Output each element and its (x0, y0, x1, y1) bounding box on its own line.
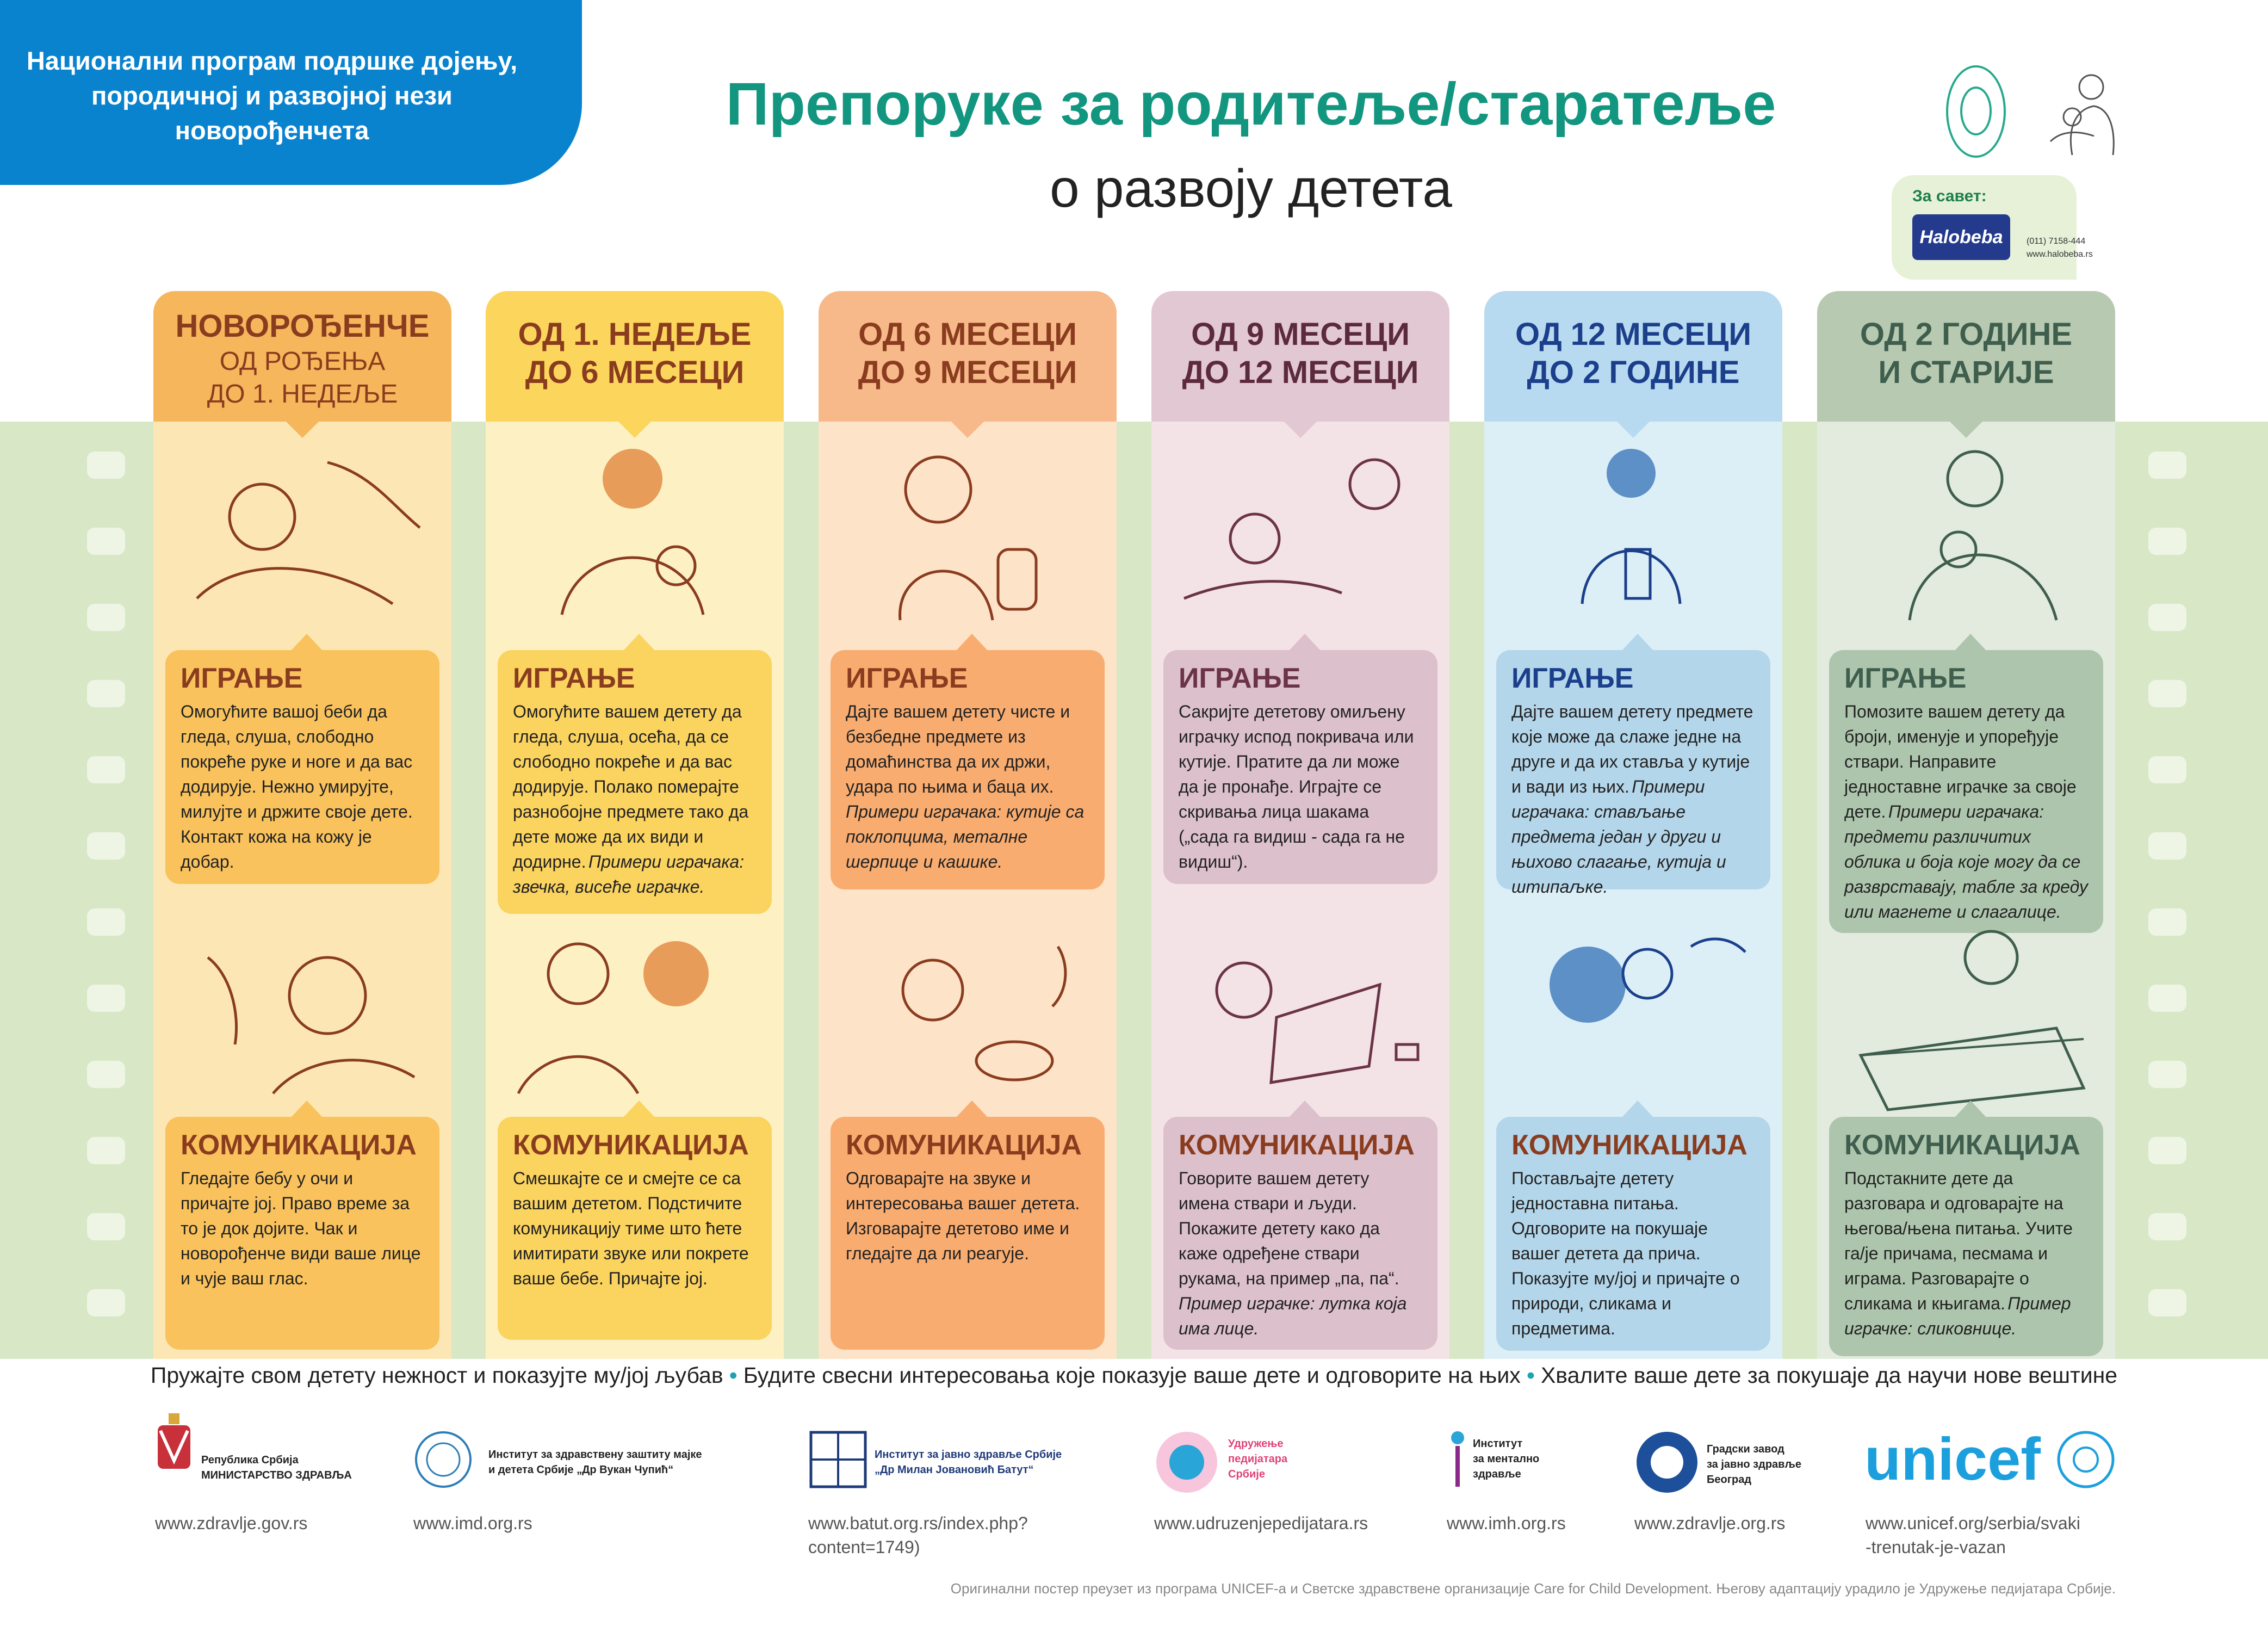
age-column-header (1817, 291, 2115, 422)
age-column (1484, 291, 1782, 1359)
communication-example: Пример играчке: лутка која има лице. (1179, 1294, 1407, 1338)
communication-title: КОМУНИКАЦИЈА (1511, 1129, 1748, 1161)
age-range-line: ДО 1. НЕДЕЉЕ (207, 380, 398, 409)
filmstrip-hole (87, 832, 125, 860)
partner-name-imd: Институт за здравствену заштиту мајке и детета Србије „Др Вукан Чупић“ (488, 1449, 702, 1476)
tagline-part-3: Хвалите ваше дете за покушаје да научи нове вештине (1540, 1363, 2118, 1388)
play-text: Помозите вашем детету да броји, именује и упоређује ствари. Направите једноставне играчке за своје дете. (1844, 702, 2077, 821)
tagline-dot: • (729, 1363, 738, 1388)
age-range-title: ОД 12 МЕСЕЦИ (1515, 317, 1752, 352)
pediatricians-logo-icon (1154, 1430, 1219, 1495)
url-unicef[interactable]: www.unicef.org/serbia/svaki -trenutak-je-vazan (1866, 1513, 2080, 1557)
url-pediatricians[interactable]: www.udruzenjepedijatara.rs (1154, 1513, 1368, 1533)
age-column (1151, 291, 1449, 1359)
age-range-line: ОД РОЂЕЊА (219, 347, 386, 376)
serbia-coat-of-arms-icon (155, 1409, 193, 1496)
tagline-dot: • (1527, 1363, 1535, 1388)
play-illustration (829, 441, 1106, 647)
age-column-header (1484, 291, 1782, 422)
age-range-title: ОД 9 МЕСЕЦИ (1191, 317, 1410, 352)
halobeba-logo[interactable]: Halobeba (1912, 214, 2010, 260)
partner-name-ministry: Република Србија МИНИСТАРСТВО ЗДРАВЉА (201, 1454, 352, 1481)
filmstrip-hole (87, 1213, 125, 1240)
breastfeeding-program-logo (1946, 65, 2006, 158)
play-text: Сакријте дететову омиљену играчку испод покривача или кутије. Пратите да ли може да је пронађе. Играјте се скривања лица шакама („сада га видиш - сада га не видиш“). (1179, 702, 1414, 871)
play-text: Дајте вашем детету чисте и безбедне предмете из домаћинства да их држи, удара по њима и баца их. (846, 702, 1070, 796)
tagline (65, 1363, 2203, 1388)
age-range-title: ОД 1. НЕДЕЉЕ (518, 317, 752, 352)
communication-illustration (164, 914, 441, 1121)
communication-text: Подстакните дете да разговара и одговарајте на његова/њена питања. Учите га/је причама, песмама и играма. Разговарајте о сликама и књигама. (1844, 1169, 2073, 1313)
communication-title: КОМУНИКАЦИЈА (846, 1129, 1082, 1161)
unicef-logo: unicef (1864, 1426, 2041, 1493)
communication-box (1496, 1117, 1770, 1351)
unicef-globe-icon (2056, 1430, 2116, 1489)
filmstrip-hole (2148, 1213, 2186, 1240)
communication-example: Пример играчке: сликовнице. (1844, 1294, 2071, 1338)
filmstrip-hole (2148, 528, 2186, 555)
communication-box (831, 1117, 1105, 1350)
play-example: Примери играчака: кутије са поклопцима, металне шерпице и кашике. (846, 802, 1085, 871)
url-imd[interactable]: www.imd.org.rs (413, 1513, 532, 1533)
play-text: Омогућите вашем детету да гледа, слуша, осећа, да се слободно покреће и да вас додирује. Полако померајте разнобојне предмете тако да дете може да их види и додирне. (513, 702, 749, 871)
footer-credit: Оригинални постер преузет из програма UNICEF-а и Светске здравствене организације Care for Child Development. Његову адаптацију урадило је Удружење педијатара Србије. (950, 1580, 2116, 1597)
age-range-line: ДО 9 МЕСЕЦИ (858, 355, 1077, 390)
partner-name-batut: Институт за јавно здравље Србије „Др Милан Јовановић Батут“ (875, 1449, 1062, 1476)
tagline-part-2: Будите свесни интересовања које показује ваше дете и одговорите на њих (743, 1363, 1521, 1388)
belgrade-health-logo-icon (1634, 1430, 1700, 1495)
url-batut[interactable]: www.batut.org.rs/index.php? content=1749) (808, 1513, 1028, 1557)
play-text: Омогућите вашој беби да гледа, слуша, слободно покреће руке и ноге и да вас додирује. Нежно умирујте, милујте и држите своје дете. Контакт кожа на кожу је добар. (181, 702, 413, 871)
play-illustration (497, 441, 773, 647)
filmstrip-hole (2148, 1289, 2186, 1316)
filmstrip-hole (2148, 832, 2186, 860)
play-title: ИГРАЊЕ (1511, 663, 1634, 694)
age-range-line: ДО 2 ГОДИНЕ (1527, 355, 1740, 390)
filmstrip-hole (87, 1137, 125, 1164)
advice-box (1892, 175, 2093, 280)
page-subtitle: о развоју детета (1050, 158, 1452, 218)
filmstrip-hole (87, 1289, 125, 1316)
age-range-line: И СТАРИЈЕ (1878, 355, 2054, 390)
age-column-header (486, 291, 784, 422)
age-column-header (819, 291, 1117, 422)
url-ministry[interactable]: www.zdravlje.gov.rs (155, 1513, 308, 1533)
play-illustration (1495, 441, 1771, 647)
play-box (1163, 650, 1437, 884)
mental-health-logo-icon (1447, 1430, 1468, 1489)
filmstrip-hole (2148, 1061, 2186, 1088)
filmstrip-hole (87, 680, 125, 707)
communication-text: Гледајте бебу у очи и причајте јој. Право време за то је док дојите. Чак и новорођенче види ваше лице и чује ваш глас. (181, 1169, 421, 1288)
halobeba-contact: (011) 7158-444 www.halobeba.rs (2027, 237, 2093, 259)
filmstrip-hole (2148, 680, 2186, 707)
communication-title: КОМУНИКАЦИЈА (513, 1129, 749, 1161)
filmstrip-hole (87, 1061, 125, 1088)
partner-name-imh: Институт за ментално здравље (1473, 1438, 1540, 1480)
tagline-part-1: Пружајте свом детету нежност и показујте му/јој љубав (150, 1363, 723, 1388)
play-illustration (1162, 441, 1439, 647)
age-column-header (1151, 291, 1449, 422)
play-box (165, 650, 439, 884)
mother-baby-logo (2034, 65, 2127, 158)
play-box (1496, 650, 1770, 897)
communication-illustration (497, 914, 773, 1121)
communication-illustration (1162, 914, 1439, 1121)
play-box (498, 650, 772, 914)
batut-logo-icon (808, 1430, 868, 1489)
filmstrip-hole (87, 452, 125, 479)
communication-illustration (1495, 914, 1771, 1121)
play-example: Примери играчака: предмети различитих облика и боја које могу да се разврставају, табле за креду или магнете и слагалице. (1844, 802, 2088, 922)
play-title: ИГРАЊЕ (513, 663, 635, 694)
communication-box (498, 1117, 772, 1340)
age-column (1817, 291, 2115, 1359)
url-belgrade[interactable]: www.zdravlje.org.rs (1634, 1513, 1786, 1533)
play-illustration (164, 441, 441, 647)
communication-text: Одговарајте на звуке и интересовања вашег детета. Изговарајте дететово име и гледајте да ли реагује. (846, 1169, 1080, 1263)
url-imh[interactable]: www.imh.org.rs (1447, 1513, 1566, 1533)
age-column-header (153, 291, 451, 422)
imd-logo-icon (413, 1430, 473, 1489)
filmstrip-hole (2148, 1137, 2186, 1164)
play-text: Дајте вашем детету предмете које може да слаже једне на друге и да их ставља у кутије и вади из њих. (1511, 702, 1753, 796)
communication-text: Смешкајте се и смејте се са вашим дететом. Подстичите комуникацију тиме што ћете имитирати звуке или покрете ваше бебе. Причајте јој. (513, 1169, 749, 1288)
filmstrip-hole (87, 908, 125, 936)
communication-title: КОМУНИКАЦИЈА (181, 1129, 417, 1161)
communication-illustration (1828, 914, 2104, 1121)
play-title: ИГРАЊЕ (181, 663, 303, 694)
filmstrip-hole (87, 528, 125, 555)
age-range-line: ДО 12 МЕСЕЦИ (1182, 355, 1419, 390)
play-box (831, 650, 1105, 889)
play-box (1829, 650, 2103, 933)
program-name: Национални програм подршке дојењу, породичној и развојној нези новорођенчета (26, 46, 518, 145)
age-range-line: ДО 6 МЕСЕЦИ (525, 355, 745, 390)
age-column (486, 291, 784, 1359)
filmstrip-hole (87, 604, 125, 631)
communication-title: КОМУНИКАЦИЈА (1179, 1129, 1415, 1161)
partner-name-pediatricians: Удружење педијатара Србије (1228, 1438, 1288, 1480)
communication-box (1829, 1117, 2103, 1356)
age-range-title: ОД 2 ГОДИНЕ (1860, 317, 2073, 352)
age-range-title: ОД 6 МЕСЕЦИ (858, 317, 1077, 352)
communication-illustration (829, 914, 1106, 1121)
play-illustration (1828, 441, 2104, 647)
filmstrip-hole (2148, 908, 2186, 936)
age-column (153, 291, 451, 1359)
advice-label: За савет: (1912, 187, 1987, 205)
play-title: ИГРАЊЕ (846, 663, 968, 694)
age-column (819, 291, 1117, 1359)
filmstrip-hole (2148, 985, 2186, 1012)
play-example: Примери играчака: стављање предмета један у други и њихово слагање, кутија и штипаљке. (1511, 777, 1726, 897)
play-example: Примери играчака: звечка, висеће играчке. (513, 852, 745, 897)
age-range-title: НОВОРОЂЕНЧЕ (175, 308, 430, 344)
communication-box (165, 1117, 439, 1350)
play-title: ИГРАЊЕ (1179, 663, 1301, 694)
filmstrip-hole (87, 985, 125, 1012)
filmstrip-hole (87, 756, 125, 783)
filmstrip-hole (2148, 756, 2186, 783)
filmstrip-hole (2148, 452, 2186, 479)
partner-name-belgrade: Градски завод за јавно здравље Београд (1707, 1443, 1801, 1486)
communication-title: КОМУНИКАЦИЈА (1844, 1129, 2080, 1161)
communication-box (1163, 1117, 1437, 1350)
program-banner (0, 0, 582, 185)
play-title: ИГРАЊЕ (1844, 663, 1967, 694)
communication-text: Постављајте детету једноставна питања. Одговорите на покушаје вашег детета да прича. Показујте му/јој и причајте о природи, сликама и предметима. (1511, 1169, 1740, 1338)
filmstrip-hole (2148, 604, 2186, 631)
communication-text: Говорите вашем детету имена ствари и људи. Покажите детету како да каже одређене ствари рукама, на пример „па, па“. (1179, 1169, 1399, 1288)
page-title: Препоруке за родитеље/старатеље (726, 71, 1776, 138)
